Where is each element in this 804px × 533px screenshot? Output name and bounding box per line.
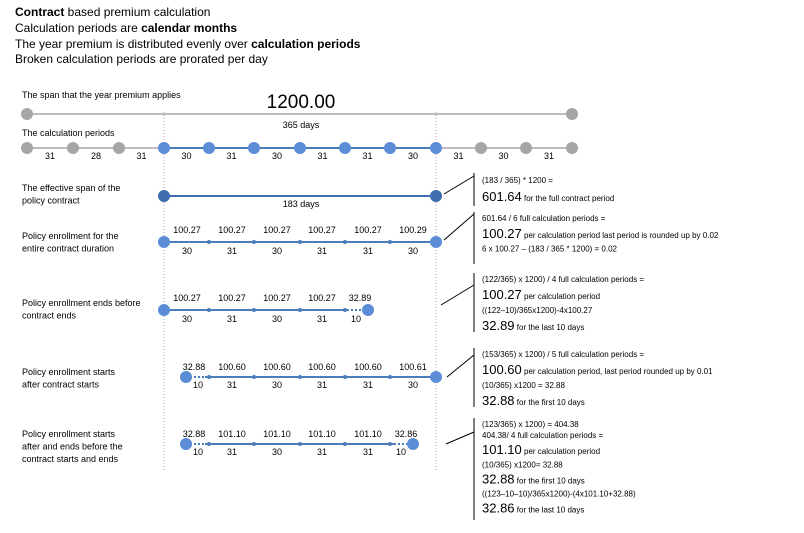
note-formula-line: (10/365) x1200 = 32.88 <box>482 381 565 390</box>
period-boundary-node <box>294 142 306 154</box>
note-connector-line <box>444 214 474 240</box>
note-formula-line: (153/365) x 1200) / 5 full calculation periods = <box>482 350 645 359</box>
period-days-label: 31 <box>226 447 238 457</box>
period-amount-label: 32.88 <box>182 429 206 439</box>
period-days-label: 30 <box>271 447 283 457</box>
enrollment-end-node <box>430 371 442 383</box>
note-formula-line: 6 x 100.27 – (183 / 365 * 1200) = 0.02 <box>482 244 617 254</box>
period-amount-label: 100.27 <box>173 293 201 303</box>
period-boundary-node <box>113 142 125 154</box>
enrollment-period-tick <box>252 442 256 446</box>
enrollment-period-tick <box>388 442 392 446</box>
period-days-label: 31 <box>226 380 238 390</box>
enrollment-start-node <box>158 304 170 316</box>
effective-span-end-node <box>430 190 442 202</box>
note-amount-caption: per calculation period, last period rounded up by 0.01 <box>521 367 713 376</box>
period-days-label: 30 <box>498 151 509 161</box>
label-ends-before: Policy enrollment ends before <box>22 298 141 308</box>
period-days-label: 10 <box>350 314 362 324</box>
enrollment-period-tick <box>252 308 256 312</box>
intro-text-segment: based premium calculation <box>64 5 211 19</box>
note-amount-caption: for the first 10 days <box>514 398 585 407</box>
period-days-label: 31 <box>226 314 238 324</box>
period-boundary-node <box>248 142 260 154</box>
period-boundary-node <box>566 142 578 154</box>
period-days-label: 30 <box>407 246 419 256</box>
note-amount-value: 101.10 <box>482 442 522 458</box>
period-days-label: 31 <box>316 314 328 324</box>
enrollment-period-tick <box>343 240 347 244</box>
label-full-enrollment: entire contract duration <box>22 243 115 254</box>
period-days-label: 30 <box>271 380 283 390</box>
note-amount-value: 100.27 <box>482 226 522 241</box>
note-amount-line <box>482 442 600 457</box>
note-amount-caption: for the full contract period <box>521 194 615 203</box>
period-amount-label: 100.60 <box>354 362 382 372</box>
enrollment-period-tick <box>207 375 211 379</box>
note-amount-line <box>482 226 719 241</box>
note-formula-line: (123/365) x 1200) = 404.38 <box>482 420 579 429</box>
period-days-label: 31 <box>362 151 373 161</box>
label-calculation-periods: The calculation periods <box>22 128 115 138</box>
note-amount-caption: for the last 10 days <box>514 323 585 332</box>
period-days-label: 10 <box>395 447 407 457</box>
period-amount-label: 100.27 <box>354 225 382 235</box>
enrollment-period-tick <box>207 442 211 446</box>
period-amount-label: 100.60 <box>263 362 291 372</box>
note-connector-line <box>447 355 474 377</box>
intro-text-segment: Calculation periods are <box>15 20 142 35</box>
note-amount-value: 32.86 <box>482 500 515 516</box>
note-amount-value: 32.88 <box>482 471 515 487</box>
period-amount-label: 101.10 <box>263 429 291 439</box>
note-amount-caption: for the last 10 days <box>514 505 585 515</box>
note-amount-caption: per calculation period <box>521 447 601 457</box>
period-amount-label: 32.88 <box>182 362 206 372</box>
period-days-label: 30 <box>271 151 283 161</box>
enrollment-period-tick <box>343 308 347 312</box>
note-amount-caption: per calculation period <box>521 292 601 301</box>
intro-text-segment: Contract <box>15 5 65 19</box>
label-starts-and-ends: contract starts and ends <box>22 454 119 464</box>
note-amount-line <box>482 393 585 408</box>
note-amount-value: 32.88 <box>482 393 515 408</box>
intro-text-segment: Broken calculation periods are prorated per day <box>15 52 268 67</box>
period-amount-label: 100.60 <box>218 362 246 372</box>
note-amount-line <box>482 318 584 333</box>
enrollment-period-tick <box>298 308 302 312</box>
period-amount-label: 100.27 <box>263 225 291 235</box>
enrollment-period-tick <box>298 375 302 379</box>
note-amount-line <box>482 471 585 486</box>
note-connector-line <box>444 176 474 194</box>
period-days-label: 30 <box>407 380 419 390</box>
period-days-label: 31 <box>362 380 374 390</box>
period-amount-label: 100.27 <box>218 293 246 303</box>
period-days-label: 31 <box>226 151 237 161</box>
period-boundary-node <box>21 142 33 154</box>
note-connector-line <box>446 432 474 444</box>
note-amount-value: 100.27 <box>482 287 522 302</box>
period-days-label: 30 <box>271 246 283 256</box>
note-amount-line <box>482 189 614 204</box>
label-starts-after: Policy enrollment starts <box>22 367 116 377</box>
note-amount-line <box>482 362 713 377</box>
period-amount-label: 100.27 <box>263 293 291 303</box>
enrollment-start-node <box>180 438 192 450</box>
enrollment-end-node <box>407 438 419 450</box>
label-ends-before: contract ends <box>22 310 77 321</box>
period-amount-label: 100.27 <box>173 225 201 235</box>
note-amount-line <box>482 501 584 516</box>
note-amount-value: 601.64 <box>482 189 522 204</box>
enrollment-end-node <box>362 304 374 316</box>
year-premium-value: 1200.00 <box>266 92 336 113</box>
period-amount-label: 32.89 <box>348 293 372 303</box>
period-amount-label: 100.27 <box>308 225 336 235</box>
note-formula-line: ((123–10–10)/365x1200)-(4x101.10+32.88) <box>482 489 636 499</box>
period-amount-label: 100.60 <box>308 362 336 372</box>
effective-days-label: 183 days <box>282 199 320 209</box>
period-boundary-node <box>430 142 442 154</box>
intro-text-segment: calendar months <box>141 20 238 35</box>
note-formula-line: 404.38/ 4 full calculation periods = <box>482 431 604 441</box>
period-days-label: 31 <box>362 447 374 457</box>
note-amount-value: 100.60 <box>482 362 522 377</box>
effective-span-start-node <box>158 190 170 202</box>
enrollment-start-node <box>158 236 170 248</box>
note-amount-line <box>482 287 600 302</box>
period-days-label: 31 <box>44 151 56 161</box>
period-amount-label: 101.10 <box>354 429 382 439</box>
period-days-label: 30 <box>181 246 193 256</box>
period-amount-label: 101.10 <box>308 429 336 439</box>
period-boundary-node <box>203 142 215 154</box>
label-starts-after: after contract starts <box>22 379 100 390</box>
note-amount-caption: for the first 10 days <box>514 476 585 486</box>
period-days-label: 31 <box>136 151 147 161</box>
period-days-label: 31 <box>543 151 555 161</box>
enrollment-period-tick <box>298 442 302 446</box>
period-amount-label: 100.29 <box>399 225 427 235</box>
note-formula-line: (122/365) x 1200) / 4 full calculation periods = <box>482 275 645 284</box>
intro-text-segment: The year premium is distributed evenly over <box>15 36 252 51</box>
period-amount-label: 101.10 <box>218 429 246 439</box>
year-span-end-node <box>566 108 578 120</box>
period-days-label: 30 <box>181 151 192 161</box>
enrollment-period-tick <box>388 375 392 379</box>
period-days-label: 31 <box>316 447 328 457</box>
period-days-label: 31 <box>453 151 464 161</box>
note-amount-caption: per calculation period last period is rounded up by 0.02 <box>521 231 719 240</box>
enrollment-period-tick <box>343 442 347 446</box>
period-boundary-node <box>384 142 396 154</box>
intro-text-segment: calculation periods <box>251 36 361 51</box>
enrollment-period-tick <box>343 375 347 379</box>
label-effective-span: The effective span of the <box>22 183 121 193</box>
year-days-label: 365 days <box>282 120 320 130</box>
period-days-label: 31 <box>317 151 328 161</box>
period-amount-label: 100.61 <box>399 362 427 372</box>
period-days-label: 31 <box>316 380 328 390</box>
label-full-enrollment: Policy enrollment for the <box>22 231 119 241</box>
label-year-span: The span that the year premium applies <box>22 90 181 100</box>
enrollment-period-tick <box>298 240 302 244</box>
period-amount-label: 100.27 <box>308 293 336 303</box>
period-amount-label: 100.27 <box>218 225 246 235</box>
note-formula-line: (10/365) x1200= 32.88 <box>482 460 563 470</box>
period-days-label: 10 <box>192 380 204 390</box>
label-starts-and-ends: Policy enrollment starts <box>22 429 116 439</box>
period-days-label: 10 <box>192 447 204 457</box>
period-amount-label: 32.86 <box>394 429 418 439</box>
period-days-label: 30 <box>271 314 283 324</box>
label-starts-and-ends: after and ends before the <box>22 441 123 452</box>
period-days-label: 30 <box>181 314 193 324</box>
period-days-label: 31 <box>362 246 374 256</box>
period-days-label: 31 <box>316 246 328 256</box>
enrollment-period-tick <box>252 240 256 244</box>
year-span-start-node <box>21 108 33 120</box>
period-boundary-node <box>67 142 79 154</box>
period-days-label: 30 <box>407 151 419 161</box>
period-boundary-node <box>339 142 351 154</box>
enrollment-period-tick <box>388 240 392 244</box>
note-formula-line: ((122–10)/365x1200)-4x100.27 <box>482 306 593 315</box>
note-formula-line: 601.64 / 6 full calculation periods = <box>482 214 606 223</box>
note-amount-value: 32.89 <box>482 318 515 333</box>
enrollment-period-tick <box>252 375 256 379</box>
note-connector-line <box>441 285 474 305</box>
period-days-label: 28 <box>90 151 102 161</box>
period-boundary-node <box>158 142 170 154</box>
period-boundary-node <box>520 142 532 154</box>
enrollment-start-node <box>180 371 192 383</box>
label-effective-span: policy contract <box>22 195 80 206</box>
enrollment-end-node <box>430 236 442 248</box>
enrollment-period-tick <box>207 240 211 244</box>
period-days-label: 31 <box>226 246 238 256</box>
note-formula-line: (183 / 365) * 1200 = <box>482 176 553 185</box>
period-boundary-node <box>475 142 487 154</box>
enrollment-period-tick <box>207 308 211 312</box>
